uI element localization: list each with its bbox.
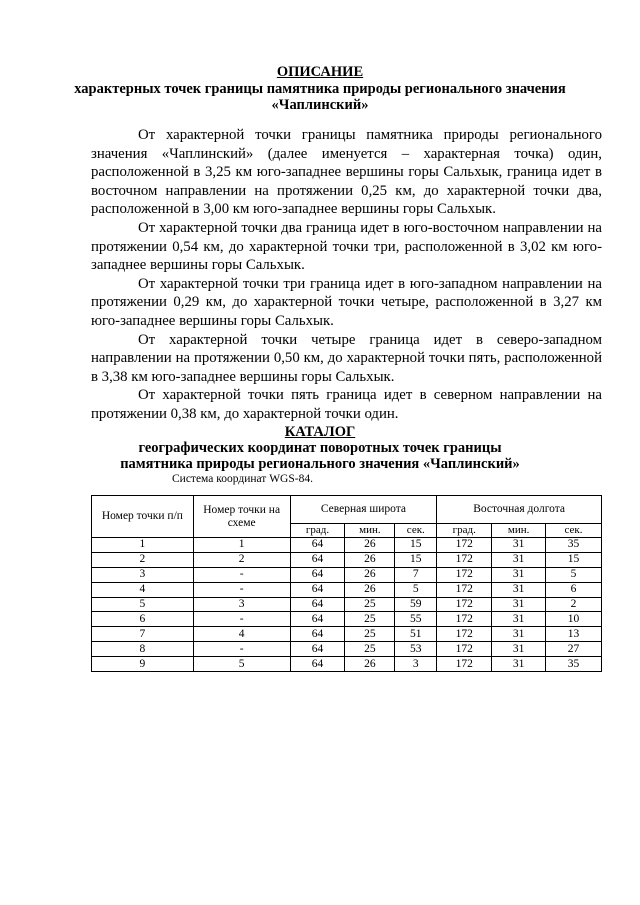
cell-lat-sec: 55 — [395, 612, 437, 627]
cell-lat-deg: 64 — [290, 538, 345, 553]
cell-lat-deg: 64 — [290, 612, 345, 627]
header-scheme-number: Номер точки на схеме — [193, 496, 290, 538]
cell-lon-sec: 10 — [546, 612, 602, 627]
cell-lon-sec: 27 — [546, 642, 602, 657]
cell-lat-min: 25 — [345, 627, 395, 642]
table-row — [92, 582, 602, 597]
cell-point-number: 3 — [92, 567, 194, 582]
description-paragraph: От характерной точки два граница идет в юго-восточном направлении на протяжении 0,54 км, до характерной точки три, расположенной в 3,02 км юго-западнее вершины горы Сальхык. — [91, 219, 602, 274]
catalog-subtitle-line2: памятника природы регионального значения «Чаплинский» — [120, 456, 520, 472]
cell-lat-deg: 64 — [290, 627, 345, 642]
cell-lat-sec: 59 — [395, 597, 437, 612]
cell-lon-deg: 172 — [437, 567, 492, 582]
table-row — [92, 627, 602, 642]
header-north-latitude: Северная широта — [290, 496, 437, 524]
table-row — [92, 612, 602, 627]
cell-scheme-number: - — [193, 612, 290, 627]
table-row — [92, 538, 602, 553]
cell-lat-sec: 15 — [395, 538, 437, 553]
description-paragraph: От характерной точки границы памятника природы регионального значения «Чаплинский» (далее именуется – характерная точка) один, расположенной в 3,25 км юго-западнее вершины горы Сальхык, граница идет в восточном направлении на протяжении 0,25 км, до характерной точки два, расположенной в 3,00 км юго-западнее вершины горы Сальхык. — [91, 127, 602, 218]
cell-lat-min: 26 — [345, 552, 395, 567]
cell-lat-deg: 64 — [290, 567, 345, 582]
cell-lat-min: 26 — [345, 567, 395, 582]
cell-lat-sec: 5 — [395, 582, 437, 597]
header-lat-min: мин. — [345, 524, 395, 538]
header-lat-deg: град. — [290, 524, 345, 538]
cell-lon-min: 31 — [492, 552, 546, 567]
coord-system-label: Система координат WGS-84. — [172, 473, 313, 485]
table-row — [92, 642, 602, 657]
cell-lat-min: 26 — [345, 657, 395, 672]
header-lon-min: мин. — [492, 524, 546, 538]
description-subtitle-line1: характерных точек границы памятника природы регионального значения — [74, 81, 566, 97]
cell-lat-min: 26 — [345, 538, 395, 553]
cell-lat-deg: 64 — [290, 552, 345, 567]
cell-lat-min: 26 — [345, 582, 395, 597]
cell-lon-sec: 35 — [546, 657, 602, 672]
cell-lon-deg: 172 — [437, 612, 492, 627]
cell-point-number: 8 — [92, 642, 194, 657]
table-row — [92, 657, 602, 672]
cell-point-number: 6 — [92, 612, 194, 627]
cell-lon-deg: 172 — [437, 627, 492, 642]
catalog-title: КАТАЛОГ — [284, 424, 356, 440]
cell-scheme-number: 3 — [193, 597, 290, 612]
cell-scheme-number: 1 — [193, 538, 290, 553]
cell-scheme-number: - — [193, 582, 290, 597]
header-point-number: Номер точки п/п — [92, 496, 194, 538]
cell-lat-min: 25 — [345, 612, 395, 627]
table-row — [92, 597, 602, 612]
cell-lon-sec: 35 — [546, 538, 602, 553]
cell-lon-min: 31 — [492, 538, 546, 553]
header-lon-sec: сек. — [546, 524, 602, 538]
cell-point-number: 2 — [92, 552, 194, 567]
cell-lon-sec: 5 — [546, 567, 602, 582]
description-paragraph: От характерной точки четыре граница идет в северо-западном направлении на протяжении 0,50 км, до характерной точки пять, расположенной в 3,38 км юго-западнее вершины горы Сальхык. — [91, 331, 602, 385]
header-east-longitude: Восточная долгота — [437, 496, 602, 524]
cell-lat-sec: 7 — [395, 567, 437, 582]
cell-lon-deg: 172 — [437, 642, 492, 657]
cell-lat-min: 25 — [345, 642, 395, 657]
description-body — [91, 126, 602, 424]
cell-lat-sec: 53 — [395, 642, 437, 657]
cell-scheme-number: 4 — [193, 627, 290, 642]
cell-lon-min: 31 — [492, 657, 546, 672]
cell-lon-min: 31 — [492, 597, 546, 612]
cell-lat-deg: 64 — [290, 597, 345, 612]
coordinates-table-body — [92, 538, 602, 672]
cell-lat-sec: 15 — [395, 552, 437, 567]
coordinates-table — [91, 495, 602, 672]
cell-lon-min: 31 — [492, 642, 546, 657]
cell-lon-min: 31 — [492, 627, 546, 642]
cell-lon-deg: 172 — [437, 582, 492, 597]
cell-point-number: 5 — [92, 597, 194, 612]
table-row — [92, 552, 602, 567]
cell-lon-deg: 172 — [437, 538, 492, 553]
cell-point-number: 9 — [92, 657, 194, 672]
description-paragraph: От характерной точки пять граница идет в северном направлении на протяжении 0,38 км, до характерной точки один. — [91, 387, 602, 422]
cell-point-number: 7 — [92, 627, 194, 642]
header-lat-sec: сек. — [395, 524, 437, 538]
cell-scheme-number: - — [193, 642, 290, 657]
cell-scheme-number: 5 — [193, 657, 290, 672]
cell-lon-min: 31 — [492, 582, 546, 597]
table-row — [92, 567, 602, 582]
cell-point-number: 1 — [92, 538, 194, 553]
cell-lon-sec: 13 — [546, 627, 602, 642]
cell-lat-min: 25 — [345, 597, 395, 612]
header-lon-deg: град. — [437, 524, 492, 538]
cell-lon-deg: 172 — [437, 552, 492, 567]
catalog-subtitle-line1: географических координат поворотных точек границы — [138, 440, 502, 456]
cell-lon-deg: 172 — [437, 657, 492, 672]
cell-lon-deg: 172 — [437, 597, 492, 612]
cell-lon-sec: 2 — [546, 597, 602, 612]
cell-scheme-number: 2 — [193, 552, 290, 567]
cell-lon-min: 31 — [492, 567, 546, 582]
cell-lon-sec: 6 — [546, 582, 602, 597]
cell-point-number: 4 — [92, 582, 194, 597]
cell-lon-sec: 15 — [546, 552, 602, 567]
cell-lat-deg: 64 — [290, 582, 345, 597]
cell-scheme-number: - — [193, 567, 290, 582]
cell-lat-sec: 51 — [395, 627, 437, 642]
cell-lon-min: 31 — [492, 612, 546, 627]
cell-lat-deg: 64 — [290, 642, 345, 657]
cell-lat-deg: 64 — [290, 657, 345, 672]
description-paragraph: От характерной точки три граница идет в юго-западном направлении на протяжении 0,29 км, до характерной точки четыре, расположенной в 3,27 км юго-западнее вершины горы Сальхык. — [91, 275, 602, 329]
description-title: ОПИСАНИЕ — [276, 64, 364, 80]
description-subtitle-line2: «Чаплинский» — [271, 97, 369, 113]
cell-lat-sec: 3 — [395, 657, 437, 672]
